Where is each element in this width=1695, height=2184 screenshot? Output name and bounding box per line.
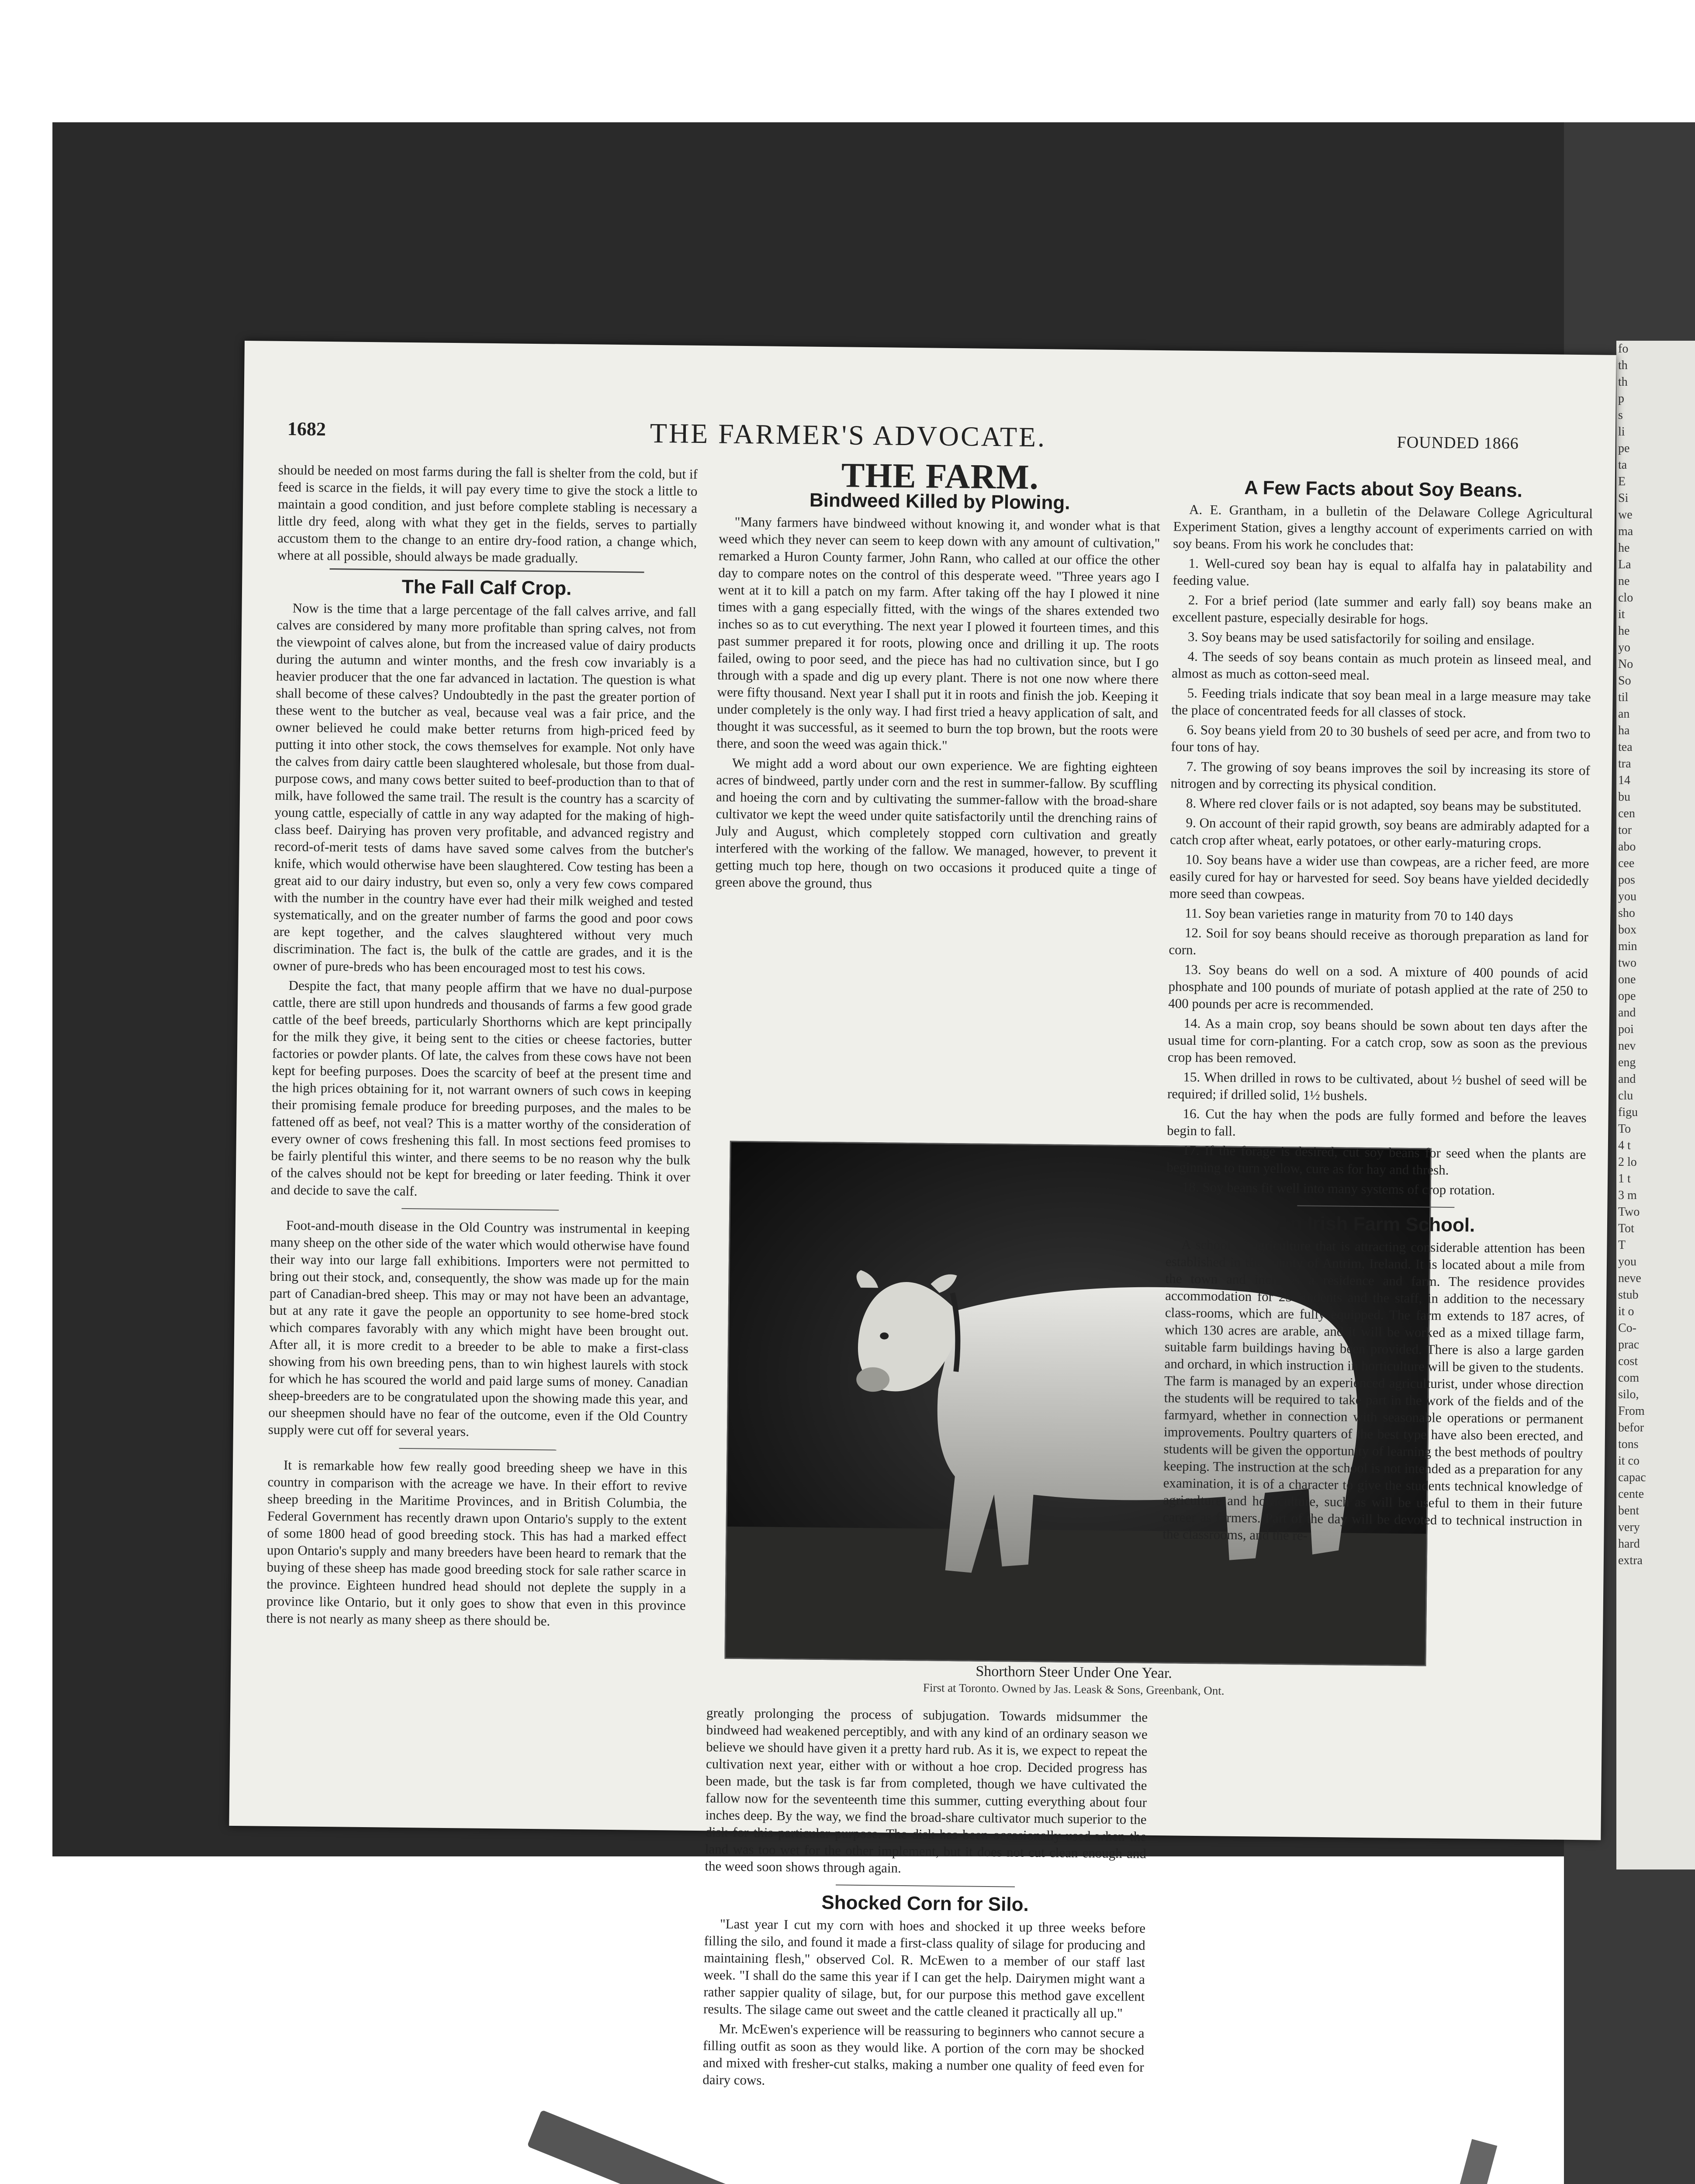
- soy-bean-item: 5. Feeding trials indicate that soy bean meal in a large measure may take the place of concentrated feeds for all classes of stock.: [1171, 685, 1591, 721]
- paragraph: We might add a word about our own experience. We are fighting eighteen acres of bindweed, partly under corn and the rest in summer-fallow. By scuffling and hoeing the corn and by cultivating the summer-fallow with the broad-share cultivator we kept the weed under quite satisfactorily until the drenching rains of July and August, which completely stopped corn cultivation and greatly interfered with the working of the fallow. We managed, however, to prevent it getting much top here, though on two occasions it produced quite a tinge of green above the ground, thus: [715, 755, 1158, 892]
- heading-irish-farm-school: An Irish Farm School.: [1276, 1212, 1475, 1236]
- edge-fragment: extra: [1618, 1554, 1643, 1567]
- edge-fragment: silo,: [1618, 1388, 1639, 1401]
- edge-fragment: ope: [1618, 989, 1636, 1003]
- edge-fragment: ta: [1618, 458, 1627, 472]
- heading-shocked-corn: Shocked Corn for Silo.: [821, 1892, 1029, 1915]
- edge-fragment: it o: [1618, 1305, 1634, 1318]
- edge-fragment: com: [1618, 1371, 1640, 1385]
- heading-soy-beans: A Few Facts about Soy Beans.: [1244, 477, 1523, 501]
- soy-bean-list: [1166, 554, 1592, 1199]
- edge-fragment: cen: [1618, 807, 1635, 820]
- paragraph: A. E. Grantham, in a bulletin of the Delaware College Agricultural Experiment Station, gives a lengthy account of experiments carried on with soy beans. From his work he concludes that:: [1173, 501, 1593, 554]
- photo-credit: First at Toronto. Owned by Jas. Leask & Sons, Greenbank, Ont.: [923, 1681, 1225, 1697]
- edge-fragment: pe: [1618, 442, 1630, 455]
- edge-fragment: tra: [1618, 757, 1631, 771]
- edge-fragment: it co: [1618, 1454, 1640, 1468]
- paragraph: It is remarkable how few really good breeding sheep we have in this country in comparison with the acreage we have. In their effort to revive sheep breeding in the Maritime Provinces, and in British Columbia, the Federal Government has recently drawn upon Ontario's supply to the extent of some 1800 head of good breeding stock. This has had a marked effect upon Ontario's supply and many breeders have been heard to remark that the buying of these sheep has made good breeding stock for sale rather scarce in the province. Eighteen hundred head should not deplete the supply in a province like Ontario, but it only goes to show that even in this province there is not nearly as many sheep as there should be.: [266, 1457, 688, 1629]
- soy-bean-item: 2. For a brief period (late summer and early fall) soy beans make an excellent pasture, especially desirable for hogs.: [1172, 592, 1592, 627]
- edge-fragment: ne: [1618, 574, 1630, 588]
- edge-fragment: 4 t: [1618, 1139, 1631, 1152]
- soy-bean-item: 11. Soy bean varieties range in maturity from 70 to 140 days: [1185, 905, 1513, 924]
- edge-fragment: he: [1618, 541, 1630, 555]
- divider: [401, 1208, 559, 1211]
- scanner-bar: [1415, 2139, 1497, 2184]
- paragraph: Mr. McEwen's experience will be reassuring to beginners who cannot secure a filling outfit as soon as they would like. A portion of the corn may be shocked and mixed with fresher-cut stalks, making a number one quality of feed even for dairy cows.: [702, 2021, 1145, 2088]
- soy-bean-item: 8. Where red clover fails or is not adapted, soy beans may be substituted.: [1186, 795, 1582, 815]
- soy-bean-item: 4. The seeds of soy beans contain as much protein as linseed meal, and almost as much as cotton-seed meal.: [1171, 648, 1591, 683]
- soy-bean-item: 1. Well-cured soy bean hay is equal to alfalfa hay in palatability and feeding value.: [1173, 555, 1592, 589]
- edge-fragment: From: [1618, 1404, 1645, 1418]
- edge-fragment: No: [1618, 657, 1633, 671]
- soy-bean-item: 6. Soy beans yield from 20 to 30 bushels of seed per acre, and from two to four tons of hay.: [1171, 722, 1591, 755]
- edge-fragment: clu: [1618, 1089, 1633, 1102]
- soy-bean-item: 7. The growing of soy beans improves the soil by increasing its store of nitrogen and by correcting its physical condition.: [1170, 758, 1591, 794]
- edge-fragment: bent: [1618, 1504, 1640, 1517]
- edge-fragment: 3 m: [1618, 1189, 1637, 1202]
- soy-bean-item: 13. Soy beans do well on a sod. A mixture of 400 pounds of acid phosphate and 100 pounds of muriate of potash applied at the rate of 250 to 400 pounds per acre is recommended.: [1168, 961, 1588, 1013]
- edge-fragment: box: [1618, 923, 1636, 936]
- edge-fragment: very: [1618, 1521, 1640, 1534]
- heading-bindweed: Bindweed Killed by Plowing.: [809, 489, 1070, 514]
- founded-line: FOUNDED 1866: [1397, 433, 1519, 453]
- edge-fragment: sho: [1618, 906, 1635, 920]
- edge-fragment: th: [1618, 359, 1628, 372]
- column-1: [266, 461, 698, 1634]
- newspaper-page: [229, 341, 1616, 2088]
- paragraph: Now is the time that a large percentage of the fall calves arrive, and fall calves are considered by many more profitable than spring calves, not from the viewpoint of calves alone, but from the increased value of dairy products during the autumn and winter months, and the fresh cow invariably is a heavier producer that the one far advanced in lactation. The question is what shall become of these calves? Undoubtedly in the past the greater portion of these went to the butcher as veal, because veal was a fair price, and the owner believed he could make better returns from high-priced feed by putting it into other stock, the cows themselves for example. Not only have the calves from dairy cattle been slaughtered wholesale, but those from dual-purpose cows, and many cows better suited to beef-production than to that of milk, have followed the same trail. The result is the country has a scarcity of young cattle, especially of cattle in any way adapted for the making of high-class beef. Dairying has proven very profitable, and advanced registry and record-of-merit tests of dams have saved some calves from the butcher's knife, which would otherwise have been slaughtered. Cow testing has been a great aid to our dairy industry, but even so, only a very few cows compared with the number in the country have ever had their milk weighed and tested systematically, and on the greater number of farms the good and poor cows are kept together, and the calves slaughtered without very much discrimination. The fact is, the bulk of the cattle are grades, and it is the owner of pure-breds who has been encouraged most to test his cows.: [273, 600, 696, 977]
- edge-fragment: an: [1618, 707, 1630, 721]
- col1-intro: should be needed on most farms during the fall is shelter from the cold, but if feed is scarce in the fields, it will pay every time to give the stock a little to maintain a good condition, and just before complete stabling is necessary a little dry feed, along with what they get in the fields, serves to partially accustom them to the change to an entire dry-food ration, a change which, where at all possible, should always be made gradually.: [277, 462, 698, 566]
- section-title: THE FARM.: [841, 456, 1039, 497]
- edge-fragment: p: [1618, 392, 1624, 405]
- edge-fragment: eng: [1618, 1056, 1636, 1069]
- edge-fragment: li: [1618, 425, 1625, 439]
- edge-fragment: To: [1618, 1122, 1631, 1136]
- adjacent-page-edge: [1616, 341, 1695, 1870]
- divider: [836, 1884, 1015, 1887]
- edge-fragment: T: [1618, 1238, 1626, 1252]
- page-header: [287, 418, 1554, 461]
- edge-fragment: you: [1618, 1255, 1636, 1268]
- edge-fragment: ma: [1618, 525, 1633, 538]
- edge-fragment: min: [1618, 940, 1637, 953]
- scanner-bar: [527, 2110, 1433, 2184]
- edge-fragment: figu: [1618, 1106, 1638, 1119]
- paragraph: "Many farmers have bindweed without knowing it, and wonder what is that weed which they never can seem to keep down with any amount of cultivation," remarked a Huron County farmer, John Rann, who called at our office the other day to compare notes on the control of this desperate weed. "Three years ago I went at it to kill a patch on my farm. After taking off the hay I plowed it nine times with a gang especially fitted, with the wings of the shares extended two inches so as to cut everything. The next year I plowed it fourteen times, and this past summer prepared it for roots, plowing once and drilling it up. The roots failed, owing to poor seed, and the piece has had no cultivation since, but I go through with a spade and dig up every plant. There is not one now where there were fifty thousand. Next year I shall put it in roots and finish the job. Keeping it under completely is the only way. I had first tried a heavy application of salt, and thought it was successful, as it seemed to burn the top brown, but the roots were there, and soon the weed was again thick.": [716, 514, 1160, 753]
- edge-fragment: abo: [1618, 840, 1636, 854]
- edge-fragment: cee: [1618, 857, 1635, 870]
- edge-fragment: befor: [1618, 1421, 1644, 1434]
- soy-bean-item: 3. Soy beans may be used satisfactorily for soiling and ensilage.: [1187, 629, 1535, 648]
- soy-bean-item: 9. On account of their rapid growth, soy beans are admirably adapted for a catch crop after wheat, early potatoes, or other early-maturing crops.: [1169, 815, 1590, 851]
- edge-fragment: 14: [1618, 774, 1630, 787]
- edge-fragment: Tot: [1618, 1222, 1634, 1235]
- edge-fragment: E: [1618, 475, 1626, 488]
- soy-bean-item: 18. Soy beans fit well into many systems of crop rotation.: [1182, 1179, 1495, 1198]
- edge-fragment: th: [1618, 375, 1628, 389]
- soy-bean-item: 16. Cut the hay when the pods are fully formed and before the leaves begin to fall.: [1167, 1106, 1587, 1139]
- edge-fragment: clo: [1618, 591, 1633, 605]
- soy-bean-item: 15. When drilled in rows to be cultivated, about ½ bushel of seed will be required; if drilled solid, 1½ bushels.: [1167, 1069, 1587, 1104]
- edge-fragment: cost: [1618, 1355, 1638, 1368]
- edge-fragment: yo: [1618, 641, 1630, 654]
- edge-fragment: Co-: [1618, 1321, 1636, 1335]
- edge-fragment: and: [1618, 1072, 1636, 1086]
- soy-bean-item: 10. Soy beans have a wider use than cowpeas, are a richer feed, are more easily cured for hay or harvested for seed. Soy beans have yielded decidedly more seed than cowpeas.: [1169, 851, 1589, 902]
- edge-fragment: one: [1618, 973, 1636, 986]
- edge-fragment: Two: [1618, 1205, 1640, 1219]
- paragraph: A school of agriculture that is attracting considerable attention has been established in the county of Antrim, Ireland. It is located about a mile from the town and includes a residence and farm. The residence provides accommodation for 25 students and the staff, in addition to the necessary class-rooms, which are fully equipped. The farm extends to 187 acres, of which 130 acres are arable, and it will be worked as a mixed tillage farm, suitable farm buildings having been provided. There is also a large garden and orchard, in which instruction in horticulture will be given to the students. The farm is managed by an experienced agriculturist, under whose direction the students will be required to take part in the work of the fields and of the farmyard, whether in connection with seasonable operations or permanent improvements. Poultry quarters of the best type have also been erected, and students will be given the opportunity of learning the best methods of poultry keeping. The instruction at the school is not intended as a preparation for any examination, it is of a character to give the students technical knowledge of agriculture and horticulture, such as will be useful to them in their future career as farmers. Part of the day will be devoted to technical instruction in the classrooms, and the re-: [1162, 1237, 1585, 1543]
- edge-fragment: you: [1618, 890, 1636, 903]
- edge-fragment: nev: [1618, 1039, 1636, 1053]
- page-number: 1682: [287, 418, 326, 440]
- edge-fragment: So: [1618, 674, 1631, 688]
- column-3: [1162, 470, 1593, 1549]
- divider: [399, 1448, 556, 1451]
- edge-fragment: La: [1618, 558, 1631, 571]
- edge-fragment: stub: [1618, 1288, 1639, 1302]
- edge-fragment: two: [1618, 956, 1636, 970]
- paragraph: Despite the fact, that many people affirm that we have no dual-purpose cattle, there are still upon hundreds and thousands of farms a few good grade cattle of the beef breeds, particularly Shorthorns which are kept principally for the milk they give, it being sent to the cities or cheese factories, butter factories or powder plants. Of late, the calves from these cows have not been kept for beefing purposes. Does the scarcity of beef at the present time and the high prices obtaining for it, not warrant owners of such cows in keeping their promising female produce for breeding purposes, and the males to be fattened off as beef, not veal? This is a matter worthy of the consideration of every owner of cows freshening this fall. In most sections feed promises to be fairly plentiful this winter, and there seems to be no reason why the bulk of the calves should not be kept for breeding or later feeding. Think it over and decide to save the calf.: [270, 978, 692, 1199]
- edge-fragment: he: [1618, 624, 1630, 638]
- divider: [1297, 1205, 1454, 1208]
- edge-fragment: s: [1618, 408, 1623, 422]
- edge-fragment: prac: [1618, 1338, 1640, 1351]
- edge-fragment: neve: [1618, 1272, 1641, 1285]
- soy-bean-item: 12. Soil for soy beans should receive as thorough preparation as land for corn.: [1169, 925, 1589, 957]
- soy-bean-item: 17. If the forage is desired, cut soy beans for seed when the plants are beginning to turn yellow, cure as for hay and thresh.: [1166, 1142, 1586, 1178]
- paragraph: "Last year I cut my corn with hoes and shocked it up three weeks before filling the silo, and found it made a first-class quality of silage for producing and maintaining flesh," observed Col. R. McEwen to a member of our staff last week. "I shall do the same this year if I can get the help. Dairymen might want a rather sappier quality of silage, but, for our purpose this method gave excellent results. The silage came out sweet and the cattle cleaned it practically all up.": [703, 1916, 1146, 2021]
- column-2-lower: [702, 1704, 1148, 2095]
- edge-fragment: 2 lo: [1618, 1155, 1637, 1169]
- photo-caption: Shorthorn Steer Under One Year.: [975, 1663, 1173, 1682]
- edge-fragment: bu: [1618, 790, 1630, 804]
- edge-fragment: we: [1618, 508, 1633, 522]
- edge-fragment: it: [1618, 608, 1625, 621]
- edge-fragment: poi: [1618, 1023, 1634, 1036]
- column-2: [715, 456, 1161, 898]
- masthead: THE FARMER'S ADVOCATE.: [650, 417, 1047, 453]
- paragraph: Foot-and-mouth disease in the Old Country was instrumental in keeping many sheep on the other side of the water which would otherwise have found their way into our large fall exhibitions. Importers were not permitted to bring out their stock, and, consequently, the show was made up for the main part of Canadian-bred sheep. This may or may not have been an advantage, but at any rate it gave the people an opportunity to see home-bred stock which compares favorably with any which might have been brought out. After all, it is more credit to a breeder to be able to make a first-class showing from his own breeding pens, than to win highest laurels with stock for which he has scoured the world and paid large sums of money. Canadian sheep-breeders are to be congratulated upon the showing made this year, and our sheepmen should have no fear of the outcome, even if the Old Country supply were cut off for several years.: [268, 1217, 690, 1439]
- edge-fragment: pos: [1618, 873, 1635, 887]
- heading-fall-calf-crop: The Fall Calf Crop.: [401, 576, 572, 599]
- soy-bean-item: 14. As a main crop, soy beans should be sown about ten days after the usual time for corn-planting. For a catch crop, sow as soon as the previous crop has been removed.: [1167, 1015, 1588, 1066]
- edge-fragment: tea: [1618, 740, 1633, 754]
- edge-fragment: til: [1618, 691, 1629, 704]
- edge-fragment: and: [1618, 1006, 1636, 1019]
- edge-fragment: capac: [1618, 1471, 1646, 1484]
- edge-fragment: hard: [1618, 1537, 1640, 1551]
- paragraph: greatly prolonging the process of subjugation. Towards midsummer the bindweed had weakened perceptibly, and with any kind of an ordinary season we believe we should have given it a pretty hard rub. As it is, we expect to repeat the cultivation next year, either with or without a hoe crop. Decided progress has been made, but the task is far from completed, though we have cultivated the fallow now for the seventeenth time this summer, cutting everything about four inches deep. By the way, we find the broad-share cultivator much superior to the disk for this particular purpose. The disk has been occasionally used when the land was too wet for the other implement, but it does not cut clean enough and the weed soon shows through again.: [705, 1705, 1148, 1876]
- edge-fragment: tor: [1618, 823, 1632, 837]
- divider: [330, 568, 644, 573]
- edge-fragment: cente: [1618, 1487, 1644, 1501]
- edge-fragment: fo: [1618, 342, 1629, 356]
- edge-fragment: tons: [1618, 1438, 1639, 1451]
- edge-fragment: Si: [1618, 491, 1629, 505]
- edge-fragment: 1 t: [1618, 1172, 1631, 1185]
- edge-fragment: ha: [1618, 724, 1630, 737]
